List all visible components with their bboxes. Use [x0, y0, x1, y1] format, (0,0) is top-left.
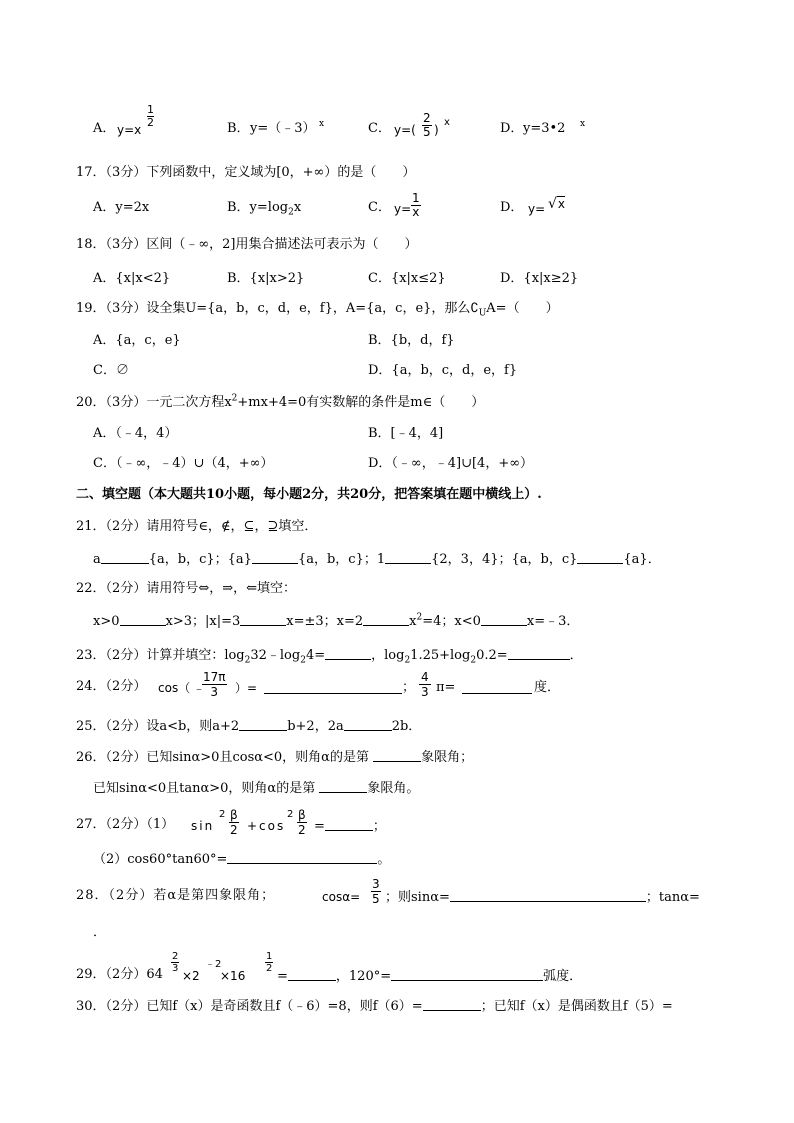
q18-option-c: C．{x|x≤2} — [368, 271, 446, 286]
q20-option-a: A．（﹣4，4） — [93, 426, 178, 441]
q23-end: ． — [569, 648, 583, 663]
q28-frac — [371, 877, 381, 906]
q29-exp3 — [265, 951, 273, 974]
q29-end: 弧度． — [543, 969, 583, 984]
radical-icon: √ — [548, 196, 557, 212]
q25-mid: b+2，2a — [287, 719, 344, 734]
q24-fraction2 — [419, 670, 431, 699]
q17-b-post: x — [293, 200, 302, 215]
q22-part1: x>0 — [93, 614, 120, 629]
q30-blank1[interactable] — [423, 998, 481, 1011]
q21-stem: 21．（2分）请用符号∈，∉，⊆，⊇填空． — [76, 519, 318, 534]
q16-option-d-exp: x — [580, 119, 586, 129]
q16-option-c-fraction — [422, 112, 432, 139]
q29-pre: 29．（2分）64 — [76, 967, 163, 982]
q21-blank4[interactable] — [577, 551, 623, 564]
q23-m4: 1.25+log — [410, 648, 471, 663]
section-2-heading: 二、填空题（本大题共10小题，每小题2分，共20分，把答案填在题中横线上）. — [76, 487, 542, 502]
q28-mid: ；则sinα= — [385, 890, 450, 905]
q25-pre: 25．（2分）设a<b，则a+2 — [76, 719, 240, 734]
q29-mid: ，120°= — [335, 969, 392, 984]
q19-stem-main: 19．（3分）设全集U={a，b，c，d，e，f}，A={a，c，e}，那么∁ — [76, 301, 479, 316]
q28-num: 3 — [372, 877, 380, 891]
q16-c-den: 5 — [423, 125, 431, 139]
q17-option-c-pre: y= — [394, 202, 412, 216]
q21-part2: {a，b，c}；{a} — [148, 552, 252, 567]
q20-stem — [76, 393, 485, 410]
q16-option-b-expr: y=（﹣3） — [250, 121, 316, 136]
q23-pre: 23．（2分）计算并填空：log — [76, 648, 245, 663]
q22-stem: 22．（2分）请用符号⇔，⇒，⇐填空： — [76, 581, 296, 596]
q22-part4-post: =4；x<0 — [422, 614, 481, 629]
q17-option-d-label: D． — [500, 200, 524, 215]
q17-stem: 17．（3分）下列函数中，定义域为[0，+∞）的是（ ） — [76, 165, 416, 180]
q17-c-num: 1 — [412, 191, 420, 205]
q27-eq — [314, 818, 386, 833]
q26-l1-end: 象限角； — [421, 750, 474, 765]
q28-pre: 28．（2分）若α是第四象限角； — [76, 888, 276, 903]
q16-option-c-pre: y=( — [394, 123, 416, 137]
q27-sup2: 2 — [287, 809, 294, 820]
q27-line2 — [93, 851, 390, 866]
q19-option-a: A．{a，c，e} — [93, 333, 181, 348]
q23-m3: ，log — [371, 648, 405, 663]
q20-stem-pre: 20．（3分）一元二次方程x — [76, 395, 232, 410]
q22-blank1[interactable] — [120, 613, 166, 626]
q21-blank3[interactable] — [385, 551, 431, 564]
q18-option-d: D．{x|x≥2} — [500, 271, 579, 286]
q20-option-c: C．（﹣∞，﹣4）∪（4，+∞） — [93, 456, 274, 471]
q30 — [76, 998, 673, 1013]
q16-option-c-exp: x — [444, 117, 450, 128]
q25-blank2[interactable] — [344, 718, 392, 731]
q29-exp1 — [171, 951, 179, 974]
q26-blank2[interactable] — [319, 780, 367, 793]
q25-blank1[interactable] — [239, 718, 287, 731]
q16-a-exp-den: 2 — [147, 116, 154, 129]
q22-blank2[interactable] — [240, 613, 286, 626]
q20-stem-sup: 2 — [231, 393, 238, 404]
q16-option-b-exp: x — [319, 119, 325, 129]
q21-part1: a — [93, 552, 101, 567]
q22-part5: x=﹣3． — [526, 614, 580, 629]
q24-neg: ﹣ — [193, 681, 206, 695]
q24-pi: π= — [436, 680, 456, 695]
q28-end-text: ． — [93, 925, 107, 940]
q17-b-pre: B．y=log — [227, 200, 289, 215]
q27-sin: sin — [191, 819, 215, 833]
q29-e1d: 3 — [172, 963, 179, 974]
q27-eq-sign: = — [314, 819, 325, 834]
q27-frac1 — [229, 808, 239, 837]
q30-mid: ；已知f（x）是偶函数且f（5）= — [480, 999, 673, 1014]
q27-den1: 2 — [230, 823, 238, 837]
q28-mid-line — [385, 889, 700, 904]
q28-cos: cosα= — [322, 890, 361, 904]
q21-blanks — [93, 551, 661, 566]
q27-den2: 2 — [298, 823, 306, 837]
q29-eq: = — [277, 969, 288, 984]
q28-semi: ；tanα= — [645, 890, 700, 905]
q17-option-c-label: C． — [368, 200, 391, 215]
q17-option-a: A．y=2x — [93, 200, 150, 215]
q28-den: 5 — [372, 892, 380, 906]
q16-option-a-expr: y=x — [117, 123, 142, 137]
q27-l2-end: 。 — [377, 852, 391, 867]
q29-blank2[interactable] — [391, 968, 543, 981]
q16-option-c-post: ) — [434, 123, 439, 137]
q23-sub1: 2 — [244, 655, 251, 666]
q24-close: ）= — [235, 681, 258, 695]
q25 — [76, 718, 421, 733]
q16-a-exp-num: 1 — [147, 103, 154, 116]
q19-option-c: C．∅ — [93, 363, 129, 378]
q16-option-c-label: C． — [368, 121, 391, 136]
q24-pre: 24．（2分） — [76, 679, 147, 694]
q17-option-c-fraction — [411, 192, 421, 219]
q29-rest — [277, 968, 582, 983]
q21-part3: {a，b，c}；1 — [297, 552, 386, 567]
q22-blanks — [93, 613, 579, 628]
q26-blank1[interactable] — [373, 749, 421, 762]
q26-l1-pre: 26．（2分）已知sinα>0且cosα<0，则角α的是第 — [76, 750, 369, 765]
q29-e3d: 2 — [266, 963, 273, 974]
q23-sub3: 2 — [404, 655, 411, 666]
q22-blank3[interactable] — [363, 613, 409, 626]
q23-sub4: 2 — [470, 655, 477, 666]
q26-line1 — [76, 749, 473, 764]
q27-num2: β — [298, 808, 306, 822]
q23 — [76, 647, 583, 666]
q24-cos: cos（ — [158, 681, 191, 695]
q16-option-d-expr: y=3•2 — [523, 121, 566, 136]
q20-stem-post: +mx+4=0有实数解的条件是m∈（ ） — [237, 395, 485, 410]
q23-blank2[interactable] — [508, 647, 570, 660]
q23-m2: 4= — [305, 648, 326, 663]
q29-times: ×2 — [182, 969, 200, 983]
q29-e2: ﹣2 — [205, 959, 222, 970]
q26-l2-pre: 已知sinα<0且tanα>0，则角α的是第 — [93, 781, 316, 796]
q27-l2: （2）cos60°tan60°= — [93, 852, 228, 867]
q21-part4: {2，3，4}；{a，b，c} — [431, 552, 578, 567]
q17-option-d-pre: y= — [528, 202, 546, 216]
q30-pre: 30．（2分）已知f（x）是奇函数且f（﹣6）=8，则f（6）= — [76, 999, 423, 1014]
q27-sup1: 2 — [219, 809, 226, 820]
q24-blank2[interactable] — [462, 681, 532, 694]
q27-frac2 — [297, 808, 307, 837]
q18-stem: 18．（3分）区间（﹣∞，2]用集合描述法可表示为（ ） — [76, 237, 418, 252]
q16-option-b-label: B． — [227, 121, 250, 136]
q17-option-d-radical — [548, 197, 565, 211]
q29-times2: ×16 — [220, 969, 246, 983]
q19-stem — [76, 301, 559, 319]
q16-option-a-exponent — [147, 104, 154, 129]
q22-part2: x>3；|x|=3 — [165, 614, 241, 629]
q28-blank1[interactable] — [450, 889, 646, 902]
q29-e1n: 2 — [172, 951, 179, 962]
q28-end — [93, 925, 106, 939]
q27-plus-cos: +cos — [247, 819, 286, 833]
q16-option-a-label: A． — [93, 121, 116, 136]
q27-blank2[interactable] — [227, 851, 377, 864]
q22-part3: x=±3；x=2 — [286, 614, 364, 629]
q19-stem-post: A=（ ） — [486, 301, 559, 316]
q17-b-sub: 2 — [288, 207, 294, 218]
q24-semi: ； — [402, 680, 416, 695]
q21-part5: {a}． — [623, 552, 661, 567]
q18-option-a: A．{x|x<2} — [93, 271, 171, 286]
q22-blank4[interactable] — [481, 613, 527, 626]
q24-blank1[interactable] — [264, 681, 402, 694]
q16-option-d-label: D． — [500, 121, 524, 136]
q25-end: 2b． — [391, 719, 422, 734]
q23-m5: 0.2= — [476, 648, 508, 663]
q20-option-b: B．[﹣4，4] — [368, 426, 444, 441]
q22-part4-pre: x — [409, 614, 417, 629]
q26-line2 — [93, 780, 419, 795]
q24-num: 17π — [203, 670, 226, 684]
q20-option-d: D．（﹣∞，﹣4]∪[4，+∞） — [368, 456, 534, 471]
q17-option-b — [227, 200, 302, 218]
q18-option-b: B．{x|x>2} — [227, 271, 305, 286]
q23-sub2: 2 — [300, 655, 306, 666]
q27-semi: ； — [372, 819, 386, 834]
q24-fraction1 — [202, 670, 227, 699]
q24-end: 度． — [534, 680, 561, 695]
q27-pre: 27．（2分）（1） — [76, 817, 175, 832]
q24-den2: 3 — [421, 685, 429, 699]
q22-part4-sup: 2 — [416, 612, 423, 623]
q24-den: 3 — [210, 685, 219, 699]
q24-blank2-wrap — [462, 681, 532, 696]
q19-option-d: D．{a，b，c，d，e，f} — [368, 363, 518, 378]
q23-blank1[interactable] — [325, 647, 371, 660]
q29-e3n: 1 — [266, 951, 273, 962]
q21-blank2[interactable] — [252, 551, 298, 564]
q17-c-den: x — [412, 205, 420, 219]
q27-blank1[interactable] — [325, 818, 373, 831]
q21-blank1[interactable] — [101, 551, 149, 564]
q17-d-rad: x — [557, 197, 566, 211]
q24-blank1-wrap — [264, 681, 402, 696]
q19-option-b: B．{b，d，f} — [368, 333, 455, 348]
q16-c-num: 2 — [423, 111, 431, 125]
q27-num1: β — [230, 808, 238, 822]
q24-num2: 4 — [421, 670, 429, 684]
q19-stem-sub: U — [478, 308, 487, 319]
q23-m1: 32﹣log — [250, 648, 301, 663]
q29-blank1[interactable] — [288, 968, 336, 981]
q26-l2-end: 象限角。 — [367, 781, 420, 796]
